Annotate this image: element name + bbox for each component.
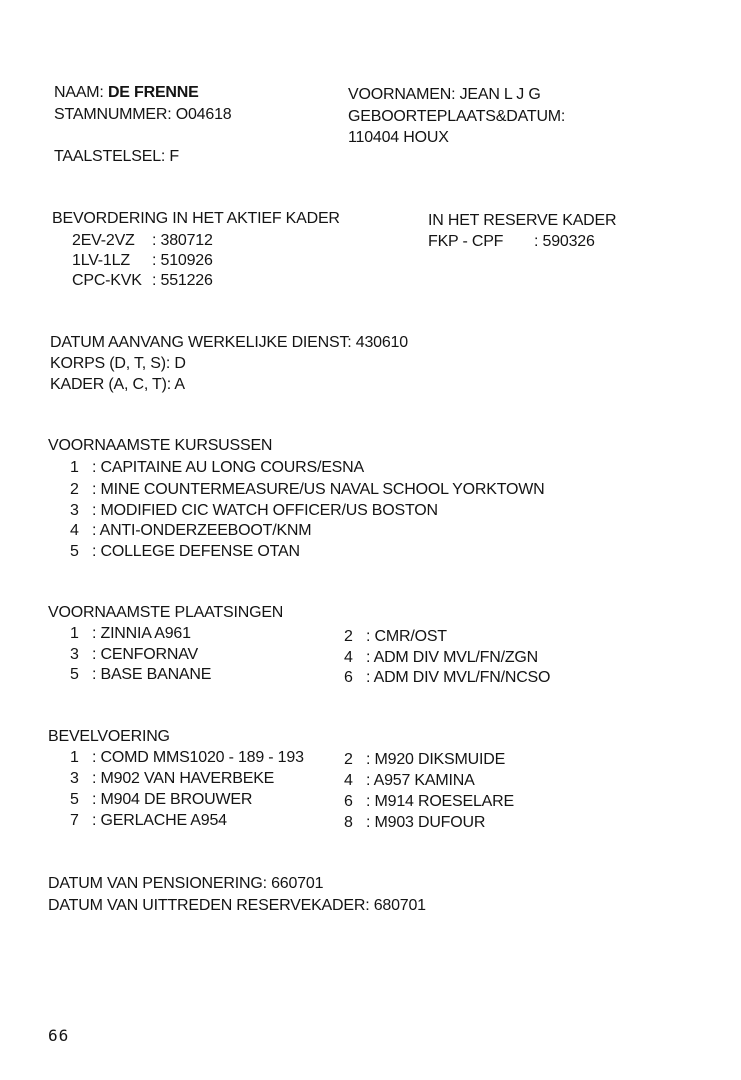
- bevordering-rank: 1LV-1LZ: [72, 252, 130, 269]
- korps: KORPS (D, T, S): D: [50, 355, 186, 372]
- plaatsing-text: : CENFORNAV: [92, 646, 198, 663]
- kader: KADER (A, C, T): A: [50, 376, 185, 393]
- naam-label: NAAM:: [54, 84, 104, 101]
- plaatsing-text: : ADM DIV MVL/FN/NCSO: [366, 669, 551, 686]
- bevel-number: 1: [70, 749, 79, 766]
- bevordering-date: : 380712: [152, 232, 213, 249]
- bevel-item: [70, 810, 227, 831]
- reserve-rank: FKP - CPF: [428, 233, 504, 250]
- bevel-number: 5: [70, 791, 79, 808]
- plaatsing-text: : ADM DIV MVL/FN/ZGN: [366, 649, 539, 666]
- plaatsing-item: [344, 647, 538, 668]
- bevel-text: : COMD MMS1020 - 189 - 193: [92, 749, 304, 766]
- reserve-date: : 590326: [534, 233, 595, 250]
- voornamen: VOORNAMEN: JEAN L J G: [348, 86, 541, 103]
- kursus-number: 2: [70, 481, 79, 498]
- plaatsing-item: [70, 664, 211, 685]
- page-number: 66: [48, 1026, 70, 1045]
- kursus-text: : ANTI-ONDERZEEBOOT/KNM: [92, 522, 312, 539]
- bevel-item: [344, 749, 505, 770]
- aanvang-dienst: DATUM AANVANG WERKELIJKE DIENST: 430610: [50, 334, 408, 351]
- bevel-number: 6: [344, 793, 353, 810]
- plaatsing-item: [70, 644, 198, 665]
- kursus-item: [70, 479, 545, 500]
- reserve-title: IN HET RESERVE KADER: [428, 212, 617, 229]
- reserve-row: [428, 231, 595, 252]
- bevel-item: [70, 789, 252, 810]
- plaatsing-item: [70, 623, 191, 644]
- bevel-text: : M904 DE BROUWER: [92, 791, 253, 808]
- plaatsing-text: : ZINNIA A961: [92, 625, 191, 642]
- kursus-number: 4: [70, 522, 79, 539]
- bevordering-date: : 510926: [152, 252, 213, 269]
- bevel-text: : M914 ROESELARE: [366, 793, 514, 810]
- bevel-text: : M903 DUFOUR: [366, 814, 486, 831]
- kursus-number: 3: [70, 502, 79, 519]
- bevel-item: [70, 747, 304, 768]
- bevordering-rank: 2EV-2VZ: [72, 232, 135, 249]
- kursus-item: [70, 457, 364, 478]
- kursussen-title: VOORNAAMSTE KURSUSSEN: [48, 437, 273, 454]
- bevel-text: : A957 KAMINA: [366, 772, 475, 789]
- plaatsing-text: : BASE BANANE: [92, 666, 212, 683]
- plaatsing-number: 2: [344, 628, 353, 645]
- plaatsing-item: [344, 626, 447, 647]
- bevel-text: : M902 VAN HAVERBEKE: [92, 770, 275, 787]
- bevel-text: : GERLACHE A954: [92, 812, 227, 829]
- bevel-text: : M920 DIKSMUIDE: [366, 751, 506, 768]
- bevordering-row: [72, 230, 213, 251]
- datum-uittreden: DATUM VAN UITTREDEN RESERVEKADER: 680701: [48, 897, 426, 914]
- bevordering-row: [72, 270, 213, 291]
- plaatsing-text: : CMR/OST: [366, 628, 447, 645]
- bevel-item: [344, 770, 475, 791]
- plaatsing-number: 5: [70, 666, 79, 683]
- bevel-item: [344, 812, 485, 833]
- plaatsing-number: 6: [344, 669, 353, 686]
- bevel-number: 8: [344, 814, 353, 831]
- bevel-item: [344, 791, 514, 812]
- plaatsing-item: [344, 667, 550, 688]
- bevel-item: [70, 768, 274, 789]
- kursus-text: : MODIFIED CIC WATCH OFFICER/US BOSTON: [92, 502, 438, 519]
- kursus-item: [70, 541, 300, 562]
- bevordering-row: [72, 250, 213, 271]
- kursus-text: : MINE COUNTERMEASURE/US NAVAL SCHOOL YORKTOWN: [92, 481, 545, 498]
- bevel-number: 7: [70, 812, 79, 829]
- bevel-number: 4: [344, 772, 353, 789]
- bevordering-rank: CPC-KVK: [72, 272, 142, 289]
- plaatsing-number: 1: [70, 625, 79, 642]
- kursus-number: 5: [70, 543, 79, 560]
- bevel-number: 2: [344, 751, 353, 768]
- bevel-number: 3: [70, 770, 79, 787]
- geboorte-label: GEBOORTEPLAATS&DATUM:: [348, 108, 566, 125]
- bevordering-title: BEVORDERING IN HET AKTIEF KADER: [52, 210, 340, 227]
- taalstelsel: TAALSTELSEL: F: [54, 148, 179, 165]
- plaatsing-number: 3: [70, 646, 79, 663]
- plaatsing-number: 4: [344, 649, 353, 666]
- kursus-text: : COLLEGE DEFENSE OTAN: [92, 543, 300, 560]
- stamnummer: STAMNUMMER: O04618: [54, 106, 232, 123]
- kursus-item: [70, 500, 438, 521]
- bevelvoering-title: BEVELVOERING: [48, 728, 170, 745]
- plaatsingen-title: VOORNAAMSTE PLAATSINGEN: [48, 604, 284, 621]
- kursus-number: 1: [70, 459, 79, 476]
- naam-line: [54, 82, 199, 103]
- datum-pensionering: DATUM VAN PENSIONERING: 660701: [48, 875, 324, 892]
- kursus-text: : CAPITAINE AU LONG COURS/ESNA: [92, 459, 364, 476]
- kursus-item: [70, 520, 311, 541]
- naam-value: DE FRENNE: [107, 84, 199, 101]
- geboorte-value: 110404 HOUX: [348, 129, 449, 146]
- bevordering-date: : 551226: [152, 272, 213, 289]
